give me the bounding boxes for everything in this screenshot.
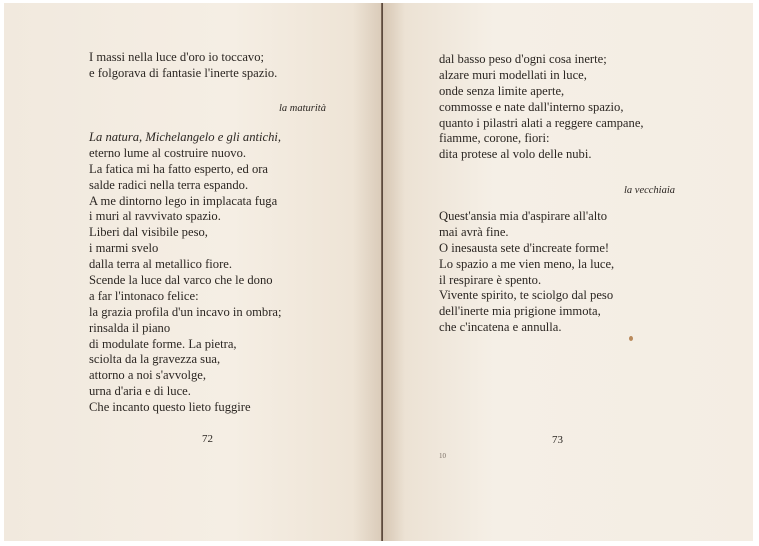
verse-line: Liberi dal visibile peso, (89, 225, 208, 240)
right-opening-stanza (439, 52, 644, 163)
paper-stain (629, 336, 633, 341)
verse-line: Lo spazio a me vien meno, la luce, (439, 256, 615, 271)
signature-mark: 10 (439, 452, 446, 460)
section-heading-vecchiaia: la vecchiaia (624, 185, 676, 196)
verse-line: i marmi svelo (89, 241, 159, 256)
verse-line: commosse e nate dall'interno spazio, (439, 99, 624, 114)
verse-line: rinsalda il piano (89, 320, 171, 335)
book-spread (4, 3, 753, 541)
verse-line: dita protese al volo delle nubi. (439, 147, 592, 162)
verse-line: La fatica mi ha fatto esperto, ed ora (89, 161, 269, 176)
right-poem-stanza (439, 209, 614, 336)
verse-line: urna d'aria e di luce. (89, 384, 191, 399)
verse-line: eterno lume al costruire nuovo. (89, 145, 247, 160)
verse-line: O inesausta sete d'increate forme! (439, 240, 610, 255)
verse-line: quanto i pilastri alati a reggere campane, (439, 115, 644, 130)
verse-line: mai avrà fine. (439, 224, 509, 239)
verse-line: onde senza limite aperte, (439, 83, 565, 98)
verse-line: fiamme, corone, fiori: (439, 131, 550, 146)
section-heading-maturita: la maturità (279, 103, 326, 114)
verse-line: che c'incatena e annulla. (439, 320, 562, 335)
verse-line: i muri al ravvivato spazio. (89, 209, 221, 224)
verse-line: di modulate forme. La pietra, (89, 336, 237, 351)
verse-line: e folgorava di fantasie l'inerte spazio. (89, 65, 278, 80)
verse-line: dalla terra al metallico fiore. (89, 257, 233, 272)
right-page (383, 3, 753, 541)
verse-line: dal basso peso d'ogni cosa inerte; (439, 52, 607, 66)
verse-line: Che incanto questo lieto fuggire (89, 400, 251, 415)
verse-line: Scende la luce dal varco che le dono (89, 273, 273, 288)
verse-line: la grazia profila d'un incavo in ombra; (89, 304, 282, 319)
verse-line: salde radici nella terra espando. (89, 177, 249, 192)
left-poem-stanza (89, 130, 282, 416)
verse-line: A me dintorno lego in implacata fuga (89, 193, 278, 208)
left-opening-stanza (89, 50, 277, 82)
page-number-left: 72 (202, 433, 213, 445)
page-number-right: 73 (552, 434, 563, 446)
verse-line: a far l'intonaco felice: (89, 288, 199, 303)
verse-line: sciolta da la gravezza sua, (89, 352, 221, 367)
verse-line: alzare muri modellati in luce, (439, 67, 587, 82)
verse-line: dell'inerte mia prigione immota, (439, 304, 601, 319)
verse-line: Quest'ansia mia d'aspirare all'alto (439, 209, 608, 223)
verse-line: attorno a noi s'avvolge, (89, 368, 206, 383)
verse-line: Vivente spirito, te sciolgo dal peso (439, 288, 614, 303)
verse-line: La natura, Michelangelo e gli antichi, (89, 130, 282, 144)
left-page (4, 3, 383, 541)
verse-line: il respirare è spento. (439, 272, 542, 287)
verse-line: I massi nella luce d'oro io toccavo; (89, 50, 265, 64)
